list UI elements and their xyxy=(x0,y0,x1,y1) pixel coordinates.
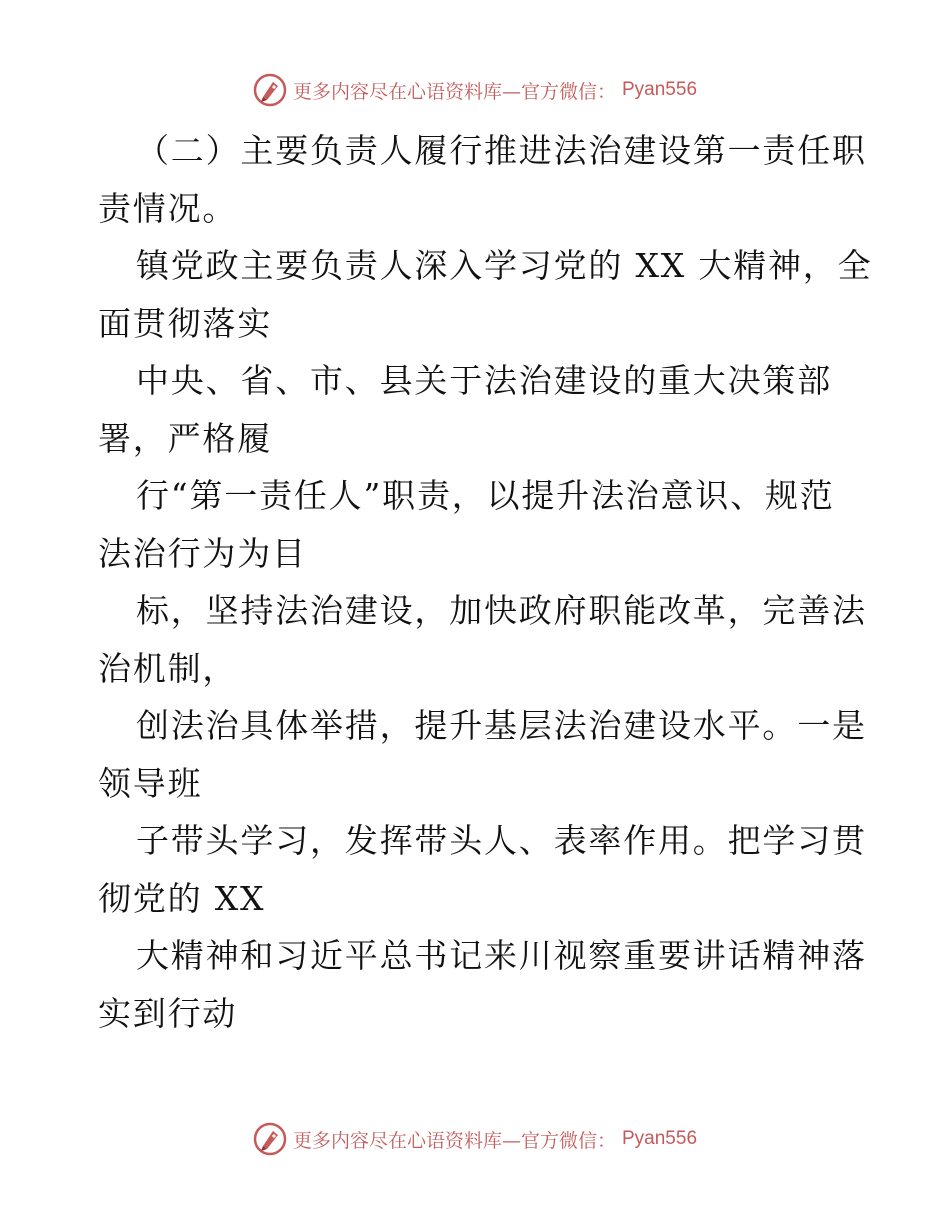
document-line: 彻党的 XX xyxy=(98,878,266,918)
document-line: 法治行为为目 xyxy=(98,533,307,573)
pen-nib-logo-icon xyxy=(253,73,287,107)
header-watermark-banner xyxy=(0,70,950,110)
document-line: 领导班 xyxy=(98,763,203,803)
document-line: 行“第一责任人”职责，以提升法治意识、规范 xyxy=(136,476,835,515)
document-line: 治机制， xyxy=(98,648,238,688)
document-line: 面贯彻落实 xyxy=(98,303,272,343)
document-line: 中央、省、市、县关于法治建设的重大决策部 xyxy=(136,361,832,400)
document-line: 署，严格履 xyxy=(98,418,272,458)
document-line: （二）主要负责人履行推进法治建设第一责任职 xyxy=(136,131,867,170)
watermark-account-id: Pyan556 xyxy=(622,79,698,100)
watermark-text: 更多内容尽在心语资料库—官方微信： xyxy=(292,1129,616,1152)
document-line: 责情况。 xyxy=(98,188,238,228)
footer-watermark-banner xyxy=(0,1119,950,1159)
document-line: 子带头学习，发挥带头人、表率作用。把学习贯 xyxy=(136,821,867,860)
document-body xyxy=(98,122,873,1042)
document-line: 大精神和习近平总书记来川视察重要讲话精神落 xyxy=(136,936,867,975)
watermark-text: 更多内容尽在心语资料库—官方微信： xyxy=(292,80,616,103)
document-line: 实到行动 xyxy=(98,993,238,1033)
document-line: 标，坚持法治建设，加快政府职能改革，完善法 xyxy=(136,591,867,630)
document-line: 镇党政主要负责人深入学习党的 XX 大精神，全 xyxy=(136,246,873,285)
document-line: 创法治具体举措，提升基层法治建设水平。一是 xyxy=(136,706,867,745)
watermark-account-id: Pyan556 xyxy=(622,1128,698,1149)
pen-nib-logo-icon xyxy=(253,1122,287,1156)
